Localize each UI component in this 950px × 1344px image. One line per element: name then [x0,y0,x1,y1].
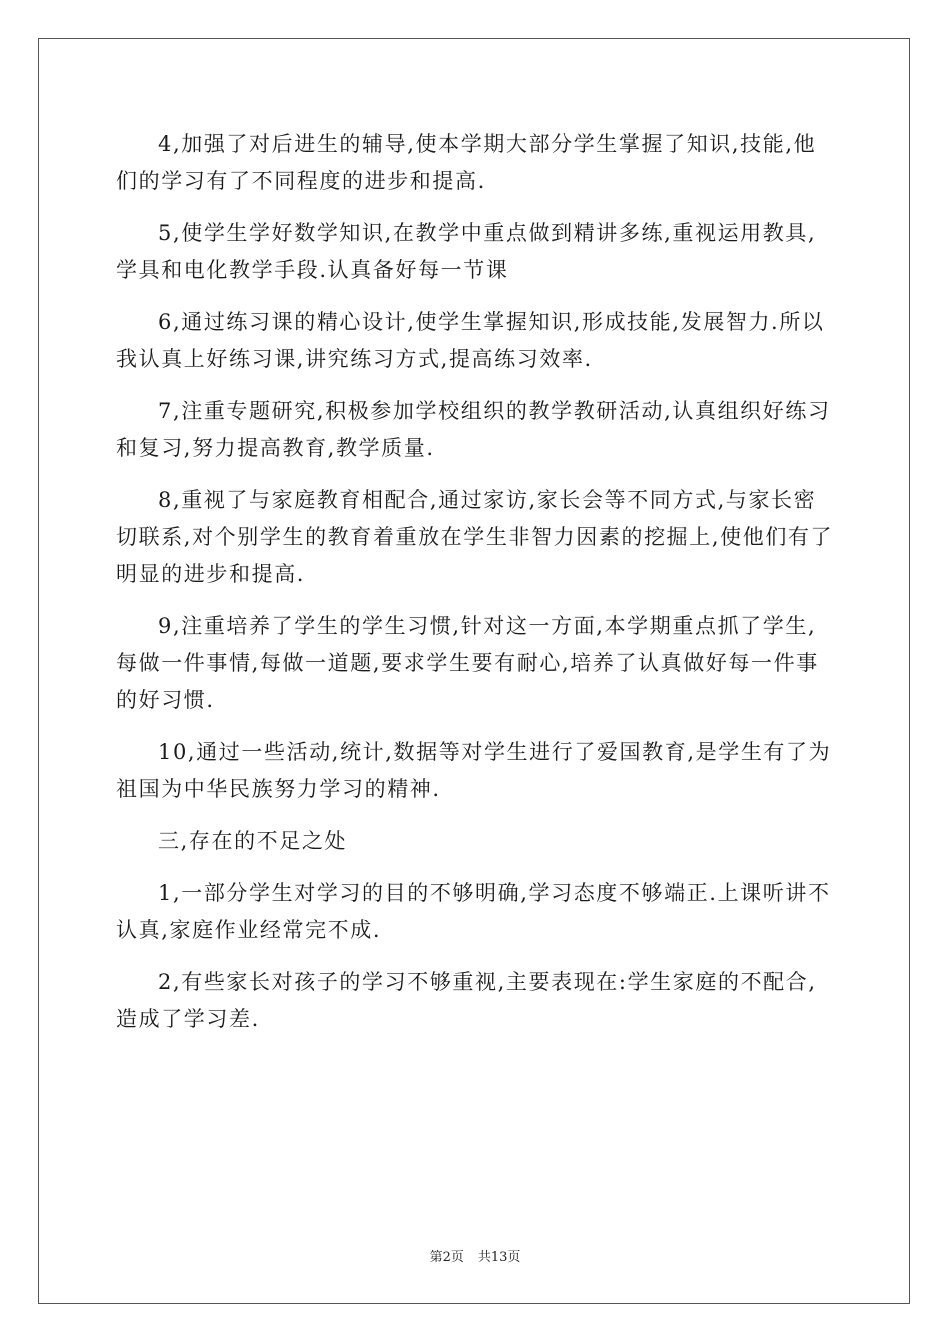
paragraph-item-8: 8,重视了与家庭教育相配合,通过家访,家长会等不同方式,与家长密切联系,对个别学生的教育着重放在学生非智力因素的挖掘上,使他们有了明显的进步和提高. [116,488,834,586]
paragraph-item-7: 7,注重专题研究,积极参加学校组织的教学教研活动,认真组织好练习和复习,努力提高教育,教学质量. [116,399,831,460]
page-number: 第2页 [429,1250,464,1265]
page-total: 共13页 [477,1250,521,1265]
page-footer [0,1246,950,1265]
paragraph-item-10: 10,通过一些活动,统计,数据等对学生进行了爱国教育,是学生有了为祖国为中华民族努力学习的精神. [116,740,832,801]
shortcoming-item-1: 1,一部分学生对学习的目的不够明确,学习态度不够端正.上课听讲不认真,家庭作业经常完不成. [116,881,831,942]
section-heading-shortcomings: 三,存在的不足之处 [158,829,348,853]
shortcoming-item-2: 2,有些家长对孩子的学习不够重视,主要表现在:学生家庭的不配合,造成了学习差. [116,970,817,1031]
paragraph-item-6: 6,通过练习课的精心设计,使学生掌握知识,形成技能,发展智力.所以我认真上好练习课,讲究练习方式,提高练习效率. [116,310,825,371]
paragraph-item-4: 4,加强了对后进生的辅导,使本学期大部分学生掌握了知识,技能,他们的学习有了不同程度的进步和提高. [116,132,817,193]
paragraph-item-9: 9,注重培养了学生的学生习惯,针对这一方面,本学期重点抓了学生,每做一件事情,每做一道题,要求学生要有耐心,培养了认真做好每一件事的好习惯. [116,614,819,712]
paragraph-item-5: 5,使学生学好数学知识,在教学中重点做到精讲多练,重视运用教具,学具和电化教学手段.认真备好每一节课 [116,221,817,282]
document-body [116,126,836,1053]
